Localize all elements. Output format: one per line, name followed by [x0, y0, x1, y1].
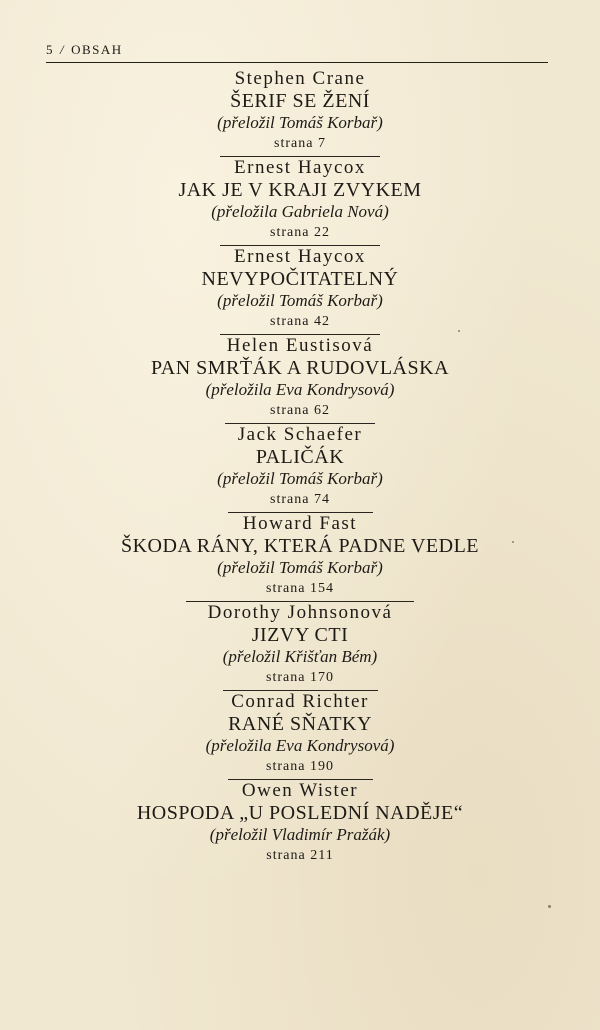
entry-title: PALIČÁK	[255, 446, 345, 468]
entry-author: Ernest Haycox	[234, 246, 366, 267]
entry-translator: (přeložil Vladimír Pražák)	[209, 825, 391, 844]
page-number: 5	[46, 42, 54, 57]
entry-page: strana 74	[270, 492, 330, 507]
entry-translator: (přeložil Tomáš Korbař)	[217, 469, 383, 488]
entry-author: Jack Schaefer	[237, 424, 363, 445]
paper-speck	[548, 905, 551, 908]
paper-speck	[458, 330, 460, 332]
paper-speck	[512, 541, 514, 543]
entry-title: RANÉ SŇATKY	[228, 713, 372, 735]
entry-title: NEVYPOČITATELNÝ	[201, 268, 399, 290]
header-rule	[46, 62, 548, 63]
toc-entry	[0, 335, 600, 421]
entry-page: strana 22	[270, 225, 330, 240]
entry-translator: (přeložil Tomáš Korbař)	[217, 558, 383, 577]
header-separator: /	[60, 42, 66, 57]
entry-author: Dorothy Johnsonová	[207, 602, 393, 623]
entry-page: strana 7	[274, 136, 326, 151]
toc-entry	[0, 513, 600, 599]
entry-translator: (přeložila Eva Kondrysová)	[205, 380, 395, 399]
toc-entry	[0, 780, 600, 866]
entry-title: ŠERIF SE ŽENÍ	[230, 90, 370, 112]
entry-author: Helen Eustisová	[226, 335, 374, 356]
entry-author: Conrad Richter	[231, 691, 369, 712]
entry-title: JIZVY CTI	[251, 624, 349, 646]
entry-translator: (přeložil Tomáš Korbař)	[217, 113, 383, 132]
toc-entry	[0, 68, 600, 154]
entry-title: PAN SMRŤÁK A RUDOVLÁSKA	[150, 357, 450, 379]
entry-title: HOSPODA „U POSLEDNÍ NADĚJE“	[136, 802, 464, 824]
running-header	[46, 42, 123, 58]
entry-translator: (přeložil Tomáš Korbař)	[217, 291, 383, 310]
entry-translator: (přeložil Křišťan Bém)	[222, 647, 378, 666]
table-of-contents	[0, 68, 600, 866]
entry-translator: (přeložila Eva Kondrysová)	[205, 736, 395, 755]
entry-author: Ernest Haycox	[234, 157, 366, 178]
toc-entry	[0, 691, 600, 777]
entry-author: Owen Wister	[241, 780, 359, 801]
entry-page: strana 62	[270, 403, 330, 418]
entry-page: strana 211	[266, 848, 334, 863]
entry-page: strana 190	[266, 759, 334, 774]
entry-author: Stephen Crane	[234, 68, 366, 89]
entry-title: JAK JE V KRAJI ZVYKEM	[178, 179, 422, 201]
toc-entry	[0, 246, 600, 332]
entry-translator: (přeložila Gabriela Nová)	[211, 202, 389, 221]
entry-page: strana 154	[266, 581, 334, 596]
section-title: OBSAH	[71, 42, 123, 57]
entry-title: ŠKODA RÁNY, KTERÁ PADNE VEDLE	[120, 535, 480, 557]
entry-page: strana 42	[270, 314, 330, 329]
entry-page: strana 170	[266, 670, 334, 685]
toc-entry	[0, 157, 600, 243]
toc-entry	[0, 424, 600, 510]
toc-entry	[0, 602, 600, 688]
entry-author: Howard Fast	[242, 513, 358, 534]
